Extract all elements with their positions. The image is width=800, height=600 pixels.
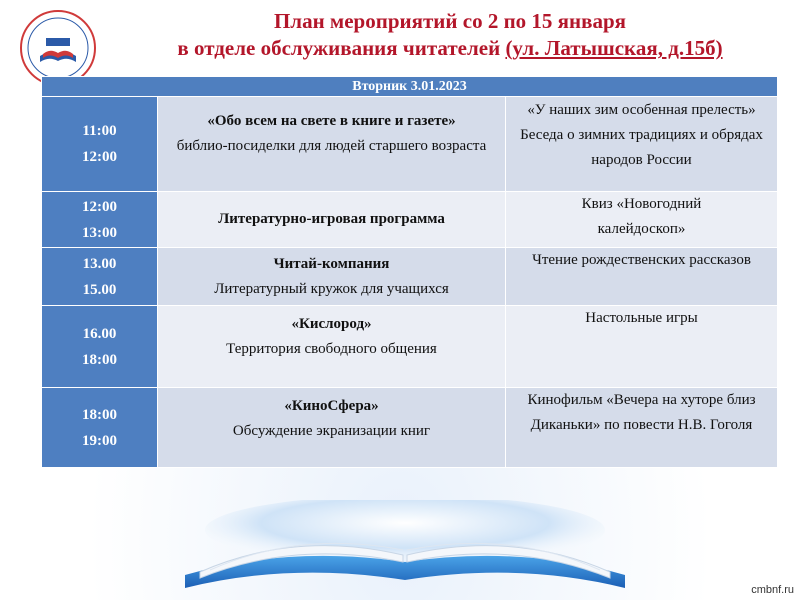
event-cell: [158, 306, 506, 388]
activity-cell: Кинофильм «Вечера на хуторе близ Диканьки» по повести Н.В. Гоголя: [506, 388, 778, 468]
time-cell: [42, 388, 158, 468]
table-row: [42, 192, 778, 248]
start-time: 16.00: [82, 325, 117, 342]
event-title: «Кислород»: [291, 316, 372, 332]
activity-cell: Квиз «Новогодний калейдоскоп»: [506, 192, 778, 248]
activity-cell: «У наших зим особенная прелесть» Беседа о зимних традициях и обрядах народов России: [506, 97, 778, 192]
table-row: [42, 306, 778, 388]
start-time: 18:00: [82, 406, 117, 423]
table-row: [42, 248, 778, 306]
event-cell: [158, 192, 506, 248]
start-time: 13.00: [82, 255, 117, 272]
end-time: 18:00: [82, 351, 117, 368]
start-time: 11:00: [82, 123, 117, 139]
event-cell: [158, 97, 506, 192]
time-cell: [42, 248, 158, 306]
event-title: Литературно-игровая программа: [218, 211, 445, 227]
event-title: «КиноСфера»: [284, 398, 379, 414]
end-time: 15.00: [82, 281, 117, 298]
end-time: 12:00: [82, 149, 117, 165]
event-description: Обсуждение экранизации книг: [232, 423, 431, 439]
event-cell: [158, 388, 506, 468]
time-cell: [42, 97, 158, 192]
event-cell: [158, 248, 506, 306]
time-cell: [42, 306, 158, 388]
table-row: [42, 97, 778, 192]
event-title: Читай-компания: [273, 256, 390, 272]
end-time: 19:00: [82, 432, 117, 449]
event-description: библио-посиделки для людей старшего возраста: [176, 138, 487, 154]
watermark: cmbnf.ru: [751, 584, 794, 596]
header-title: План мероприятий со 2 по 15 января: [273, 9, 627, 33]
event-description: Территория свободного общения: [226, 341, 437, 357]
start-time: 12:00: [82, 198, 117, 215]
end-time: 13:00: [82, 224, 117, 241]
day-label: Вторник 3.01.2023: [42, 77, 778, 97]
time-cell: [42, 192, 158, 248]
table-row: [42, 388, 778, 468]
header-subtitle: [120, 35, 780, 62]
header-address: (ул. Латышская, д.15б): [505, 36, 723, 60]
header-department: в отделе обслуживания читателей: [177, 36, 506, 60]
activity-cell: Чтение рождественских рассказов: [506, 248, 778, 306]
day-header-row: [42, 77, 778, 97]
event-description: Литературный кружок для учащихся: [214, 281, 449, 297]
activity-cell: Настольные игры: [506, 306, 778, 388]
open-book-illustration: [170, 500, 640, 595]
schedule-table: [41, 76, 778, 468]
event-title: «Обо всем на свете в книге и газете»: [207, 113, 456, 129]
page-header: [120, 8, 780, 62]
